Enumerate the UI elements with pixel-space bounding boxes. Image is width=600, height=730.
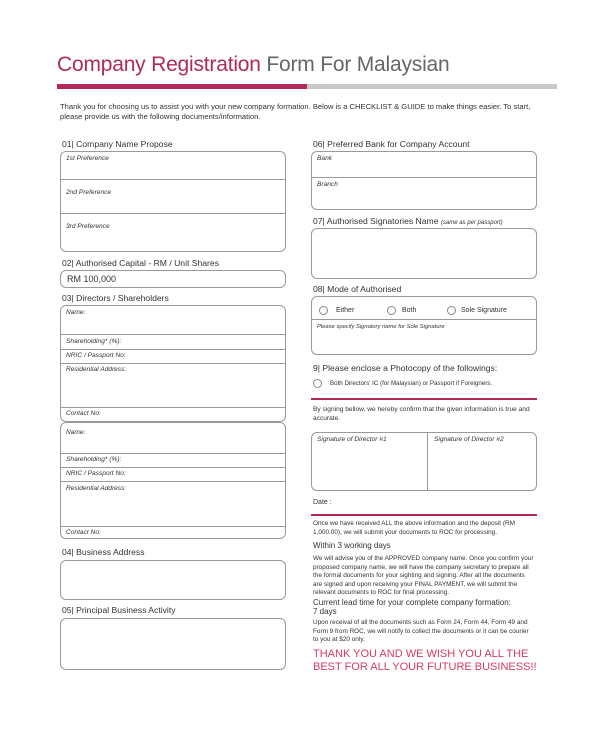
signature-director-1[interactable]: Signature of Director #1 (317, 436, 387, 443)
both-label: Both (402, 307, 417, 314)
divider (427, 433, 428, 490)
contact-label: Contact No: (66, 529, 101, 536)
deposit-paragraph: Once we have received ALL the above information and the deposit (RM 1,000.00), we will submit your documents to ROC for processing. (313, 520, 515, 536)
shareholding-label: Shareholding* (%): (66, 456, 122, 463)
shareholding-label: Shareholding* (%): (66, 338, 122, 345)
within-heading: Within 3 working days (313, 541, 391, 550)
date-label: Date : (313, 499, 332, 506)
signatories-field[interactable] (311, 228, 537, 279)
divider (61, 467, 285, 468)
both-radio[interactable] (387, 306, 396, 315)
intro-text: Thank you for choosing us to assist you with your new company formation. Below is a CHECKLIST & GUIDE to make things easier. To start, please provide us with the following documents/information. (60, 102, 531, 121)
business-activity-field[interactable] (60, 618, 286, 670)
divider (61, 179, 285, 180)
branch-label: Branch (317, 181, 338, 188)
divider (312, 319, 536, 320)
bank-box[interactable] (311, 151, 537, 210)
sole-signature-note: Please specify Signatory name for Sole Signature (317, 324, 445, 330)
divider (61, 481, 285, 482)
signature-box (311, 432, 537, 491)
divider (61, 363, 285, 364)
lead-time-heading: Current lead time for your complete company formation: (313, 598, 511, 607)
divider (61, 349, 285, 350)
bank-label: Bank (317, 155, 333, 162)
business-address-field[interactable] (60, 560, 286, 600)
confirm-text: By signing bellow, we hereby confirm that the given information is true and accurate. (313, 406, 530, 422)
thank-you-message: THANK YOU AND WE WISH YOU ALL THE BEST FOR ALL YOUR FUTURE BUSINESS!! (313, 648, 537, 673)
address-label: Residential Address: (66, 485, 127, 492)
section-04-label: 04| Business Address (62, 547, 145, 557)
section-08-label: 08| Mode of Authorised (313, 284, 402, 294)
address-label: Residential Address: (66, 366, 127, 373)
nric-label: NRIC / Passport No: (66, 470, 126, 477)
either-radio[interactable] (319, 306, 328, 315)
mode-box (311, 296, 537, 355)
name-label: Name: (66, 309, 86, 316)
title-part-1: Company Registration (57, 53, 261, 76)
divider (312, 177, 536, 178)
red-divider (311, 514, 537, 516)
director-2-box[interactable] (60, 422, 286, 539)
section-05-label: 05| Principal Business Activity (62, 605, 176, 615)
divider (61, 213, 285, 214)
section-06-label: 06| Preferred Bank for Company Account (313, 139, 470, 149)
director-1-box[interactable] (60, 305, 286, 422)
section-07-label (313, 216, 503, 226)
divider (61, 407, 285, 408)
divider (61, 334, 285, 335)
photocopy-option-label: Both Directors' IC (for Malaysian) or Passport if Foreigners. (330, 380, 493, 387)
third-preference-label: 3rd Preference (66, 223, 110, 230)
authorised-capital-field[interactable] (60, 270, 286, 288)
divider (61, 453, 285, 454)
page-title (57, 53, 450, 77)
photocopy-radio[interactable] (313, 379, 322, 388)
header-bar-accent (57, 84, 307, 89)
nric-label: NRIC / Passport No: (66, 352, 126, 359)
header-bar-grey (307, 84, 557, 89)
section-01-label: 01| Company Name Propose (62, 139, 173, 149)
section-07-title: 07| Authorised Signatories Name (313, 216, 439, 226)
name-label: Name: (66, 429, 86, 436)
divider (61, 526, 285, 527)
company-name-box[interactable] (60, 151, 286, 252)
contact-label: Contact No: (66, 410, 101, 417)
lead-time-days: 7 days (313, 607, 337, 616)
second-preference-label: 2nd Preference (66, 189, 112, 196)
authorised-capital-value: RM 100,000 (67, 274, 117, 284)
section-03-label: 03| Directors / Shareholders (62, 293, 169, 303)
signature-director-2[interactable]: Signature of Director #2 (434, 436, 504, 443)
red-divider (311, 398, 537, 400)
section-02-label: 02| Authorised Capital - RM / Unit Shares (62, 258, 219, 268)
either-label: Either (336, 307, 355, 314)
sole-signature-label: Sole Signature (461, 307, 507, 314)
title-part-2: Form For Malaysian (260, 53, 450, 76)
section-07-note: (same as per passport) (440, 220, 503, 226)
receival-paragraph: Upon receival of all the documents such as Form 24, Form 44, Form 49 and Form 9 from ROC, we will notify to collect the documents or it can be courier to you at $20 only. (313, 619, 529, 644)
approval-paragraph: We will advise you of the APPROVED company name. Once you confirm your proposed company name, we will have the company secretary to prepare all the formal documents for your sighting and signing. After all the documents are signed and upon receiving your FINAL PAYMENT, we will submit the relevant documents to ROC for final processing. (313, 555, 534, 597)
section-09-label: 9| Please enclose a Photocopy of the followings: (313, 363, 498, 373)
sole-signature-radio[interactable] (447, 306, 456, 315)
first-preference-label: 1st Preference (66, 155, 109, 162)
